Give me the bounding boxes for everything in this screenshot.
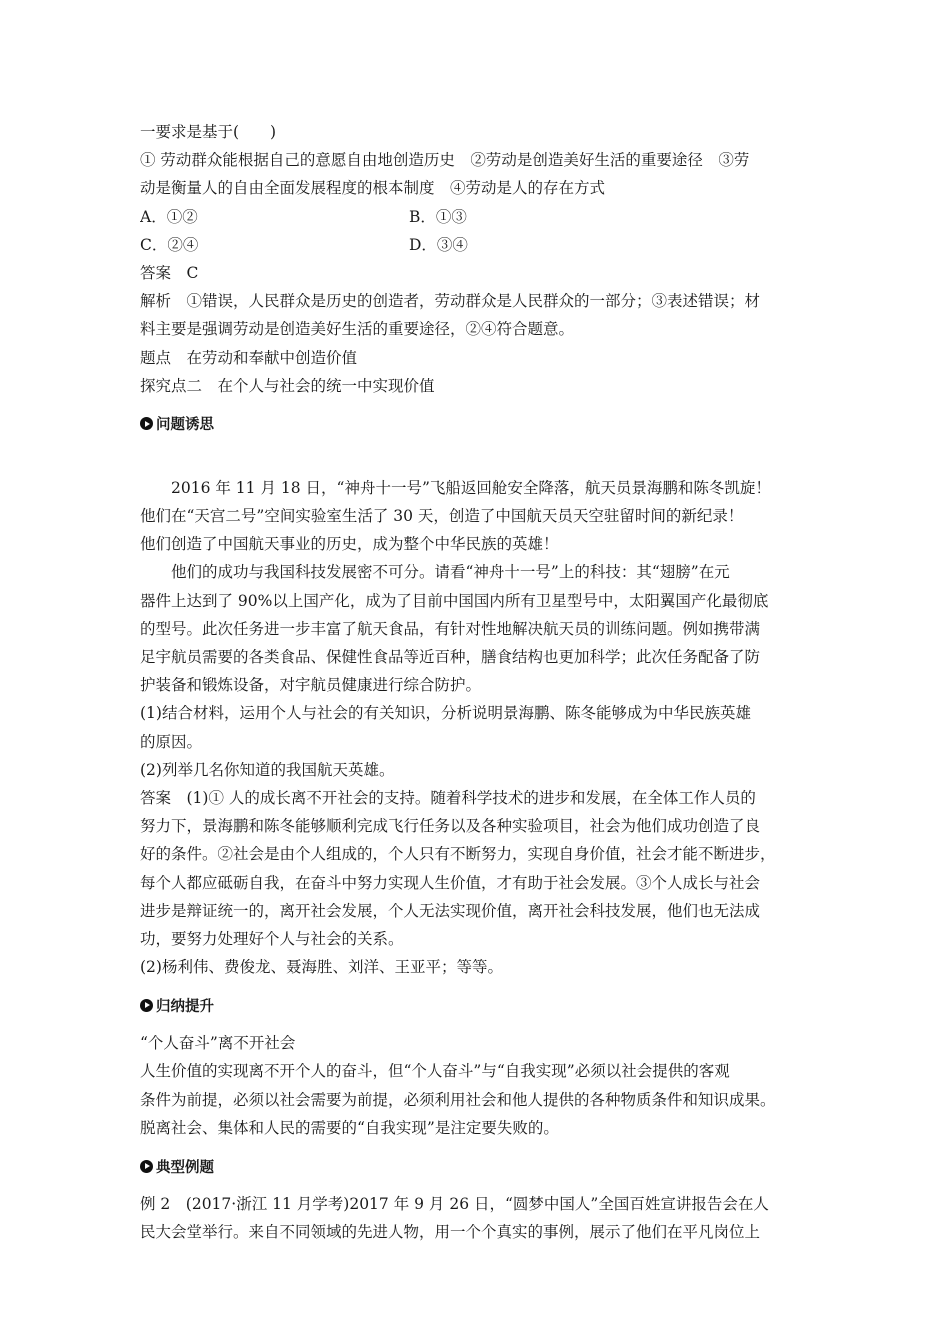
answer-line: 每个人都应砥砺自我，在奋斗中努力实现人生价值，才有助于社会发展。③个人成长与社会 xyxy=(140,873,761,892)
option-b: B．①③ xyxy=(409,207,467,226)
summary-title: “个人奋斗”离不开社会 xyxy=(140,1034,296,1053)
material-line: 他们的成功与我国科技发展密不可分。请看“神舟十一号”上的科技：其“翅膀”在元 xyxy=(171,563,730,582)
options-row xyxy=(140,203,816,231)
section-title: 问题诱思 xyxy=(156,417,214,434)
material-line: 他们在“天宫二号”空间实验室生活了 30 天，创造了中国航天员天空驻留时间的新纪录！ xyxy=(140,507,744,526)
play-circle-icon xyxy=(140,417,153,430)
section-heading-dianxing xyxy=(140,1152,816,1180)
option-c: C．②④ xyxy=(140,235,199,254)
section-title: 典型例题 xyxy=(156,1159,214,1176)
question-statement-line: 动是衡量人的自由全面发展程度的根本制度 ④劳动是人的存在方式 xyxy=(140,179,606,198)
play-circle-icon xyxy=(140,999,153,1012)
sub-question-2: (2)列举几名你知道的我国航天英雄。 xyxy=(140,760,395,779)
play-circle-icon xyxy=(140,1160,153,1173)
summary-line: 脱离社会、集体和人民的需要的“自我实现”是注定要失败的。 xyxy=(140,1118,559,1137)
material-line: 足宇航员需要的各类食品、保健性食品等近百种，膳食结构也更加科学；此次任务配备了防 xyxy=(140,648,761,666)
material-line: 的型号。此次任务进一步丰富了航天食品，有针对性地解决航天员的训练问题。例如携带满 xyxy=(140,619,761,638)
analysis-line: 料主要是强调劳动是创造美好生活的重要途径，②④符合题意。 xyxy=(140,320,575,339)
topic-point: 题点 在劳动和奉献中创造价值 xyxy=(140,348,358,367)
answer-line: 努力下，景海鹏和陈冬能够顺利完成飞行任务以及各种实验项目，社会为他们成功创造了良 xyxy=(140,817,761,836)
answer-line: (2)杨利伟、费俊龙、聂海胜、刘洋、王亚平；等等。 xyxy=(140,958,503,977)
section-heading-guina xyxy=(140,991,816,1019)
sub-question-1: 的原因。 xyxy=(140,732,203,751)
sub-question-1: (1)结合材料，运用个人与社会的有关知识，分析说明景海鹏、陈冬能够成为中华民族英雄 xyxy=(140,704,751,723)
answer-line: 好的条件。②社会是由个人组成的，个人只有不断努力，实现自身价值，社会才能不断进步， xyxy=(140,845,776,864)
document-page xyxy=(140,118,816,1246)
section-heading-wenti xyxy=(140,410,816,438)
summary-line: 人生价值的实现离不开个人的奋斗，但“个人奋斗”与“自我实现”必须以社会提供的客观 xyxy=(140,1062,730,1081)
example-line: 民大会堂举行。来自不同领域的先进人物，用一个个真实的事例，展示了他们在平凡岗位上 xyxy=(140,1223,761,1242)
material-line: 器件上达到了 90%以上国产化，成为了目前中国国内所有卫星型号中，太阳翼国产化最彻底 xyxy=(140,591,769,610)
answer-line: 进步是辩证统一的，离开社会发展，个人无法实现价值，离开社会科技发展，他们也无法成 xyxy=(140,901,761,920)
option-a: A．①② xyxy=(140,207,198,226)
answer: 答案 C xyxy=(140,263,199,282)
analysis-line: 解析 ①错误，人民群众是历史的创造者，劳动群众是人民群众的一部分；③表述错误；材 xyxy=(140,292,761,311)
material-line: 他们创造了中国航天事业的历史，成为整个中华民族的英雄！ xyxy=(140,535,559,554)
example-line: 例 2 (2017·浙江 11 月学考)2017 年 9 月 26 日，“圆梦中国人”全国百姓宣讲报告会在人 xyxy=(140,1195,769,1213)
question-stem: 一要求是基于( ) xyxy=(140,123,277,141)
section-title: 归纳提升 xyxy=(156,998,214,1015)
summary-line: 条件为前提，必须以社会需要为前提，必须利用社会和他人提供的各种物质条件和知识成果。 xyxy=(140,1090,776,1109)
answer-line: 答案 (1)① 人的成长离不开社会的支持。随着科学技术的进步和发展，在全体工作人员的 xyxy=(140,788,756,807)
option-d: D．③④ xyxy=(409,235,468,254)
question-statement-line: ① 劳动群众能根据自己的意愿自由地创造历史 ②劳动是创造美好生活的重要途径 ③劳 xyxy=(140,151,750,170)
answer-line: 功，要努力处理好个人与社会的关系。 xyxy=(140,929,404,948)
material-line: 2016 年 11 月 18 日，“神舟十一号”飞船返回舱安全降落，航天员景海鹏和陈冬凯旋！ xyxy=(171,478,771,497)
explore-point-heading: 探究点二 在个人与社会的统一中实现价值 xyxy=(140,376,435,395)
options-row xyxy=(140,231,816,259)
material-line: 护装备和锻炼设备，对宇航员健康进行综合防护。 xyxy=(140,676,482,695)
